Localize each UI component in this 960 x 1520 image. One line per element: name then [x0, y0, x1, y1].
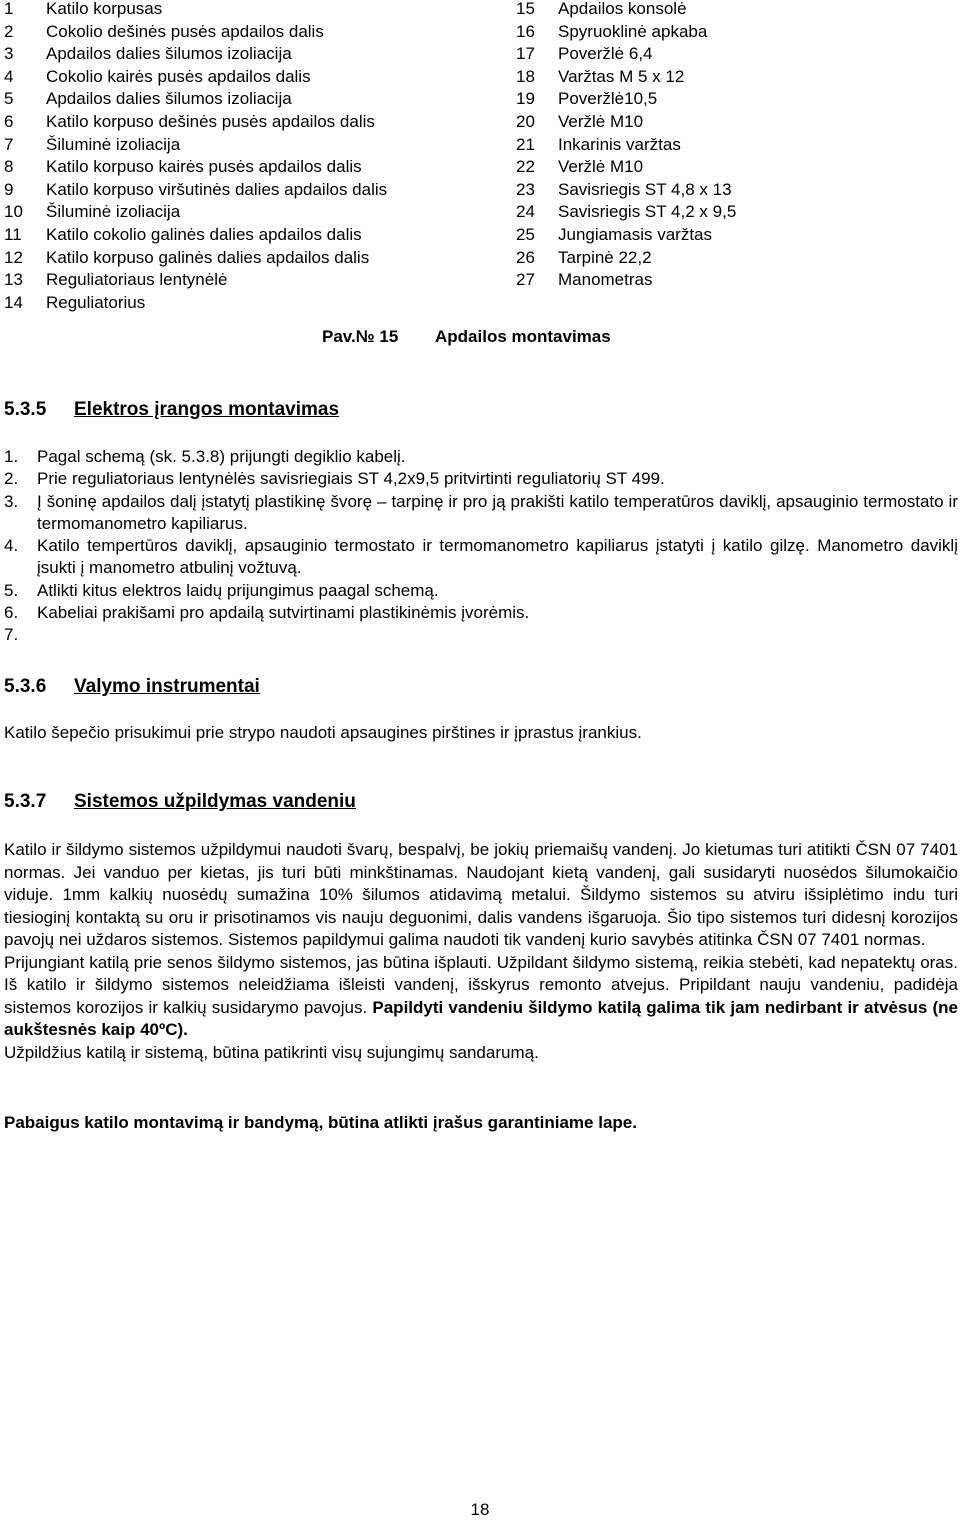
part-label: Katilo korpusas	[46, 0, 163, 18]
part-item	[4, 224, 504, 247]
part-label: Tarpinė 22,2	[558, 247, 652, 267]
part-item	[516, 66, 956, 89]
part-label: Cokolio kairės pusės apdailos dalis	[46, 66, 311, 86]
part-item	[516, 43, 956, 66]
part-label: Reguliatoriaus lentynėlė	[46, 270, 228, 290]
part-label: Veržlė M10	[558, 157, 644, 177]
step-number: 4.	[4, 536, 19, 556]
part-number: 15	[516, 0, 535, 18]
fill-warning-text: Papildyti vandeniu šildymo katilą galima tik jam nedirbant ir atvėsus (ne aukštesnės kaip 40ºC).	[4, 997, 958, 1039]
part-label: Apdailos dalies šilumos izoliacija	[46, 89, 292, 109]
step-item	[4, 602, 958, 624]
part-number: 25	[516, 224, 535, 244]
part-item	[4, 66, 504, 89]
part-number: 3	[4, 44, 14, 64]
part-label: Katilo korpuso dešinės pusės apdailos dalis	[46, 111, 375, 131]
step-item	[4, 624, 958, 646]
step-number: 1.	[4, 447, 19, 466]
part-item	[516, 134, 956, 157]
part-number: 11	[4, 224, 22, 244]
part-item	[4, 201, 504, 224]
part-label: Katilo korpuso galinės dalies apdailos dalis	[46, 247, 370, 267]
part-label: Apdailos dalies šilumos izoliacija	[46, 44, 292, 64]
part-number: 26	[516, 247, 535, 267]
part-item	[516, 0, 956, 21]
step-number: 3.	[4, 491, 19, 511]
part-number: 14	[4, 292, 23, 312]
part-item	[516, 156, 956, 179]
part-label: Šiluminė izoliacija	[46, 134, 181, 154]
part-number: 1	[4, 0, 14, 18]
part-number: 22	[516, 157, 535, 177]
part-number: 12	[4, 247, 23, 267]
section-title: Sistemos užpildymas vandeniu	[74, 791, 356, 812]
part-number: 9	[4, 179, 14, 199]
part-number: 8	[4, 157, 14, 177]
figure-number: Pav.№ 15	[322, 327, 399, 346]
part-number: 7	[4, 134, 14, 154]
part-number: 16	[516, 21, 535, 41]
water-fill-paragraph	[4, 839, 958, 1064]
step-item	[4, 535, 958, 580]
tightness-check-text: Užpildžius katilą ir sistemą, būtina patikrinti visų sujungimų sandarumą.	[4, 1042, 539, 1062]
part-label: Manometras	[558, 270, 653, 290]
part-label: Poveržlė 6,4	[558, 44, 653, 64]
part-item	[4, 0, 504, 21]
step-item	[4, 580, 958, 602]
part-number: 20	[516, 111, 535, 131]
old-system-text	[4, 952, 958, 1042]
step-text: Pagal schemą (sk. 5.3.8) prijungti degiklio kabelį.	[37, 447, 406, 466]
part-number: 27	[516, 270, 535, 290]
section-heading-535	[4, 399, 339, 421]
part-item	[516, 21, 956, 44]
part-item	[4, 269, 504, 292]
figure-title: Apdailos montavimas	[435, 327, 611, 346]
part-label: Cokolio dešinės pusės apdailos dalis	[46, 21, 324, 41]
part-number: 19	[516, 89, 535, 109]
step-text: Į šoninę apdailos dalį įstatytį plastikinę švorę – tarpinę ir pro ją prakišti katilo temperatūros daviklį, apsauginio termostato ir termomanometro kapiliarus.	[37, 491, 958, 533]
part-item	[4, 134, 504, 157]
part-label: Varžtas M 5 x 12	[558, 66, 685, 86]
part-item	[516, 179, 956, 202]
part-number: 5	[4, 89, 14, 109]
part-label: Savisriegis ST 4,2 x 9,5	[558, 202, 737, 222]
part-label: Savisriegis ST 4,8 x 13	[558, 179, 732, 199]
closing-note: Pabaigus katilo montavimą ir bandymą, būtina atlikti įrašus garantiniame lape.	[4, 1113, 637, 1132]
step-number: 5.	[4, 580, 19, 600]
part-number: 17	[516, 44, 535, 64]
section-number: 5.3.5	[4, 399, 47, 420]
part-number: 24	[516, 202, 535, 222]
part-label: Spyruoklinė apkaba	[558, 21, 708, 41]
part-label: Reguliatorius	[46, 292, 146, 312]
part-item	[4, 179, 504, 202]
step-text: Prie reguliatoriaus lentynėlės savisriegiais ST 4,2x9,5 pritvirtinti reguliatorių ST 499.	[37, 469, 665, 489]
water-quality-text: Katilo ir šildymo sistemos užpildymui naudoti švarų, bespalvį, be jokių priemaišų vandenį. Jo kietumas turi atitikti ČSN 07 7401 normas. Jei vanduo per kietas, jis turi būti minkštinamas. Naudojant kietą vandenį, gali susidaryti nuosėdos šilumokaičio viduje. 1mm kalkių nuosėdų sumažina 10% šilumos atidavimą metalui. Šildymo sistemos su atviru išsiplėtimo indu turi tiesioginį kontaktą su oru ir prisotinamos vis nauju deguonimi, dalis vandens išgaruoja. Šio tipo sistemos turi didesnį korozijos pavojų nei uždaros sistemos. Sistemos papildymui galima naudoti tik vandenį kurio savybės atitinka ČSN 07 7401 normas.	[4, 840, 958, 949]
part-item	[516, 88, 956, 111]
step-text	[37, 624, 958, 646]
page-number: 18	[470, 1500, 490, 1519]
section-title: Elektros įrangos montavimas	[74, 399, 340, 420]
part-label: Inkarinis varžtas	[558, 134, 681, 154]
part-label: Katilo cokolio galinės dalies apdailos dalis	[46, 224, 362, 244]
part-number: 10	[4, 202, 23, 222]
part-item	[4, 156, 504, 179]
part-item	[516, 247, 956, 270]
part-item	[4, 111, 504, 134]
part-number: 4	[4, 66, 14, 86]
step-item	[4, 491, 958, 536]
step-item	[4, 446, 958, 468]
part-item	[4, 21, 504, 44]
step-text: Kabeliai prakišami pro apdailą sutvirtinami plastikinėmis įvorėmis.	[37, 603, 530, 623]
parts-list-right	[516, 0, 956, 292]
part-number: 21	[516, 134, 535, 154]
part-number: 23	[516, 179, 535, 199]
step-item	[4, 468, 958, 490]
section-heading-537	[4, 791, 356, 813]
part-label: Jungiamasis varžtas	[558, 224, 713, 244]
section-heading-536	[4, 676, 260, 698]
part-number: 2	[4, 21, 14, 41]
part-item	[516, 224, 956, 247]
parts-list-left	[4, 0, 504, 314]
step-number: 2.	[4, 469, 19, 489]
part-item	[516, 201, 956, 224]
section-number: 5.3.6	[4, 676, 47, 697]
part-label: Katilo korpuso kairės pusės apdailos dalis	[46, 157, 362, 177]
part-item	[4, 88, 504, 111]
part-number: 6	[4, 111, 14, 131]
old-system-text-regular: Prijungiant katilą prie senos šildymo sistemos, jas būtina išplauti. Užpildant šildymo sistemą, reikia stebėti, kad nepatektų oras. Iš katilo ir šildymo sistemos neleidžiama išleisti vandenį, išskyrus remonto atvejus. Pripildant nauju vandeniu, padidėja sistemos korozijos ir kalkių susidarymo pavojus.	[4, 952, 958, 1017]
part-item	[4, 247, 504, 270]
step-number: 7.	[4, 625, 19, 645]
part-item	[4, 43, 504, 66]
part-number: 18	[516, 66, 535, 86]
part-label: Šiluminė izoliacija	[46, 202, 181, 222]
part-label: Veržlė M10	[558, 111, 644, 131]
part-item	[4, 292, 504, 315]
cleaning-tools-paragraph: Katilo šepečio prisukimui prie strypo naudoti apsaugines pirštines ir įprastus įrankius.	[4, 723, 642, 742]
part-number: 13	[4, 270, 23, 290]
part-label: Poveržlė10,5	[558, 89, 658, 109]
part-label: Apdailos konsolė	[558, 0, 687, 18]
part-item	[516, 111, 956, 134]
installation-steps	[4, 446, 958, 647]
part-label: Katilo korpuso viršutinės dalies apdailos dalis	[46, 179, 388, 199]
section-number: 5.3.7	[4, 791, 47, 812]
step-number: 6.	[4, 603, 19, 623]
step-text: Atlikti kitus elektros laidų prijungimus paagal schemą.	[37, 580, 439, 600]
step-text: Katilo tempertūros daviklį, apsauginio termostato ir termomanometro kapiliarus įstatyti į katilo gilzę. Manometro daviklį įsukti į manometro atbulinį vožtuvą.	[37, 536, 958, 578]
part-item	[516, 269, 956, 292]
section-title: Valymo instrumentai	[74, 676, 260, 697]
